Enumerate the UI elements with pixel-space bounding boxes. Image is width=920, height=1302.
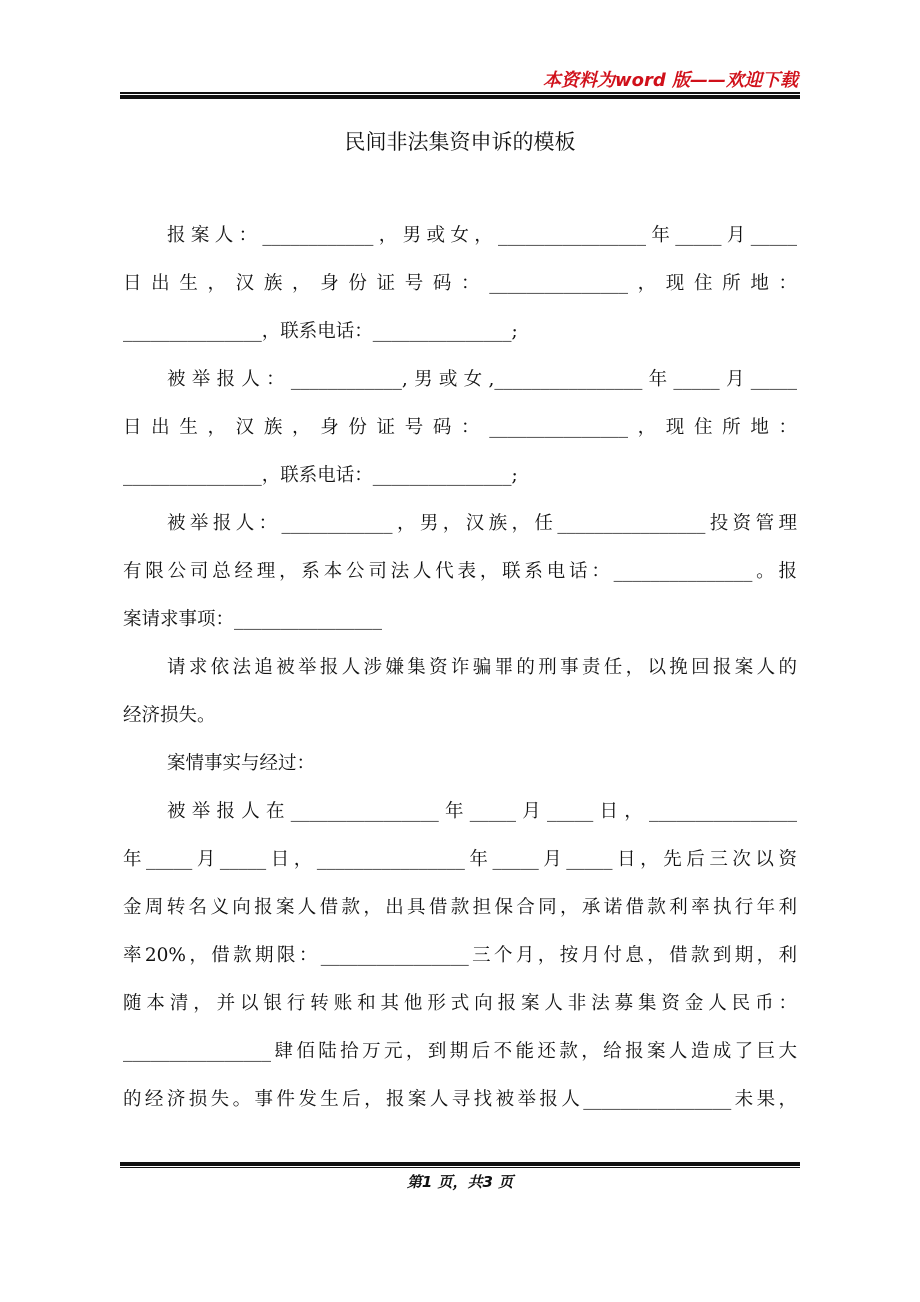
document-title: 民间非法集资申诉的模板 bbox=[344, 130, 576, 154]
body-line: 被举报人：____________，男，汉族，任________________投资管理 bbox=[167, 513, 797, 534]
body-line: 日出生，汉族，身份证号码：_______________，现住所地： bbox=[123, 273, 797, 294]
body-line: 日出生，汉族，身份证号码：_______________，现住所地： bbox=[123, 417, 797, 438]
header-banner: 本资料为word 版——欢迎下载 bbox=[542, 70, 798, 91]
body-line: 被举报人：____________,男或女,________________年_____月_____ bbox=[167, 369, 797, 390]
footer-rule-thick bbox=[120, 1162, 800, 1166]
body-line: _______________，联系电话：_______________; bbox=[123, 465, 518, 486]
body-line: ________________肆佰陆拾万元，到期后不能还款，给报案人造成了巨大 bbox=[123, 1041, 797, 1062]
footer-rule bbox=[120, 1167, 800, 1168]
header-rule-thick bbox=[120, 95, 800, 99]
body-line: 案请求事项：________________ bbox=[123, 609, 383, 630]
header-rule bbox=[120, 92, 800, 94]
body-line: 被举报人在________________年_____月_____日，________________ bbox=[167, 801, 797, 822]
body-line: 年_____月_____日，________________年_____月_____日，先后三次以资 bbox=[123, 849, 797, 870]
body-line: 金周转名义向报案人借款，出具借款担保合同，承诺借款利率执行年利 bbox=[123, 897, 797, 918]
body-line: 经济损失。 bbox=[123, 705, 216, 726]
body-line: 率20%，借款期限：________________三个月，按月付息，借款到期，利 bbox=[123, 945, 797, 966]
body-line: 报案人：____________，男或女，________________年_____月_____ bbox=[167, 225, 797, 246]
page-number: 第1 页，共3 页 bbox=[406, 1173, 514, 1191]
body-line: 案情事实与经过： bbox=[167, 753, 316, 774]
body-line: 请求依法追被举报人涉嫌集资诈骗罪的刑事责任，以挽回报案人的 bbox=[167, 657, 797, 678]
body-line: _______________，联系电话：_______________; bbox=[123, 321, 518, 342]
body-line: 随本清，并以银行转账和其他形式向报案人非法募集资金人民币： bbox=[123, 993, 797, 1014]
body-line: 有限公司总经理，系本公司法人代表，联系电话：_______________。报 bbox=[123, 561, 797, 582]
body-line: 的经济损失。事件发生后，报案人寻找被举报人________________未果， bbox=[123, 1089, 797, 1110]
